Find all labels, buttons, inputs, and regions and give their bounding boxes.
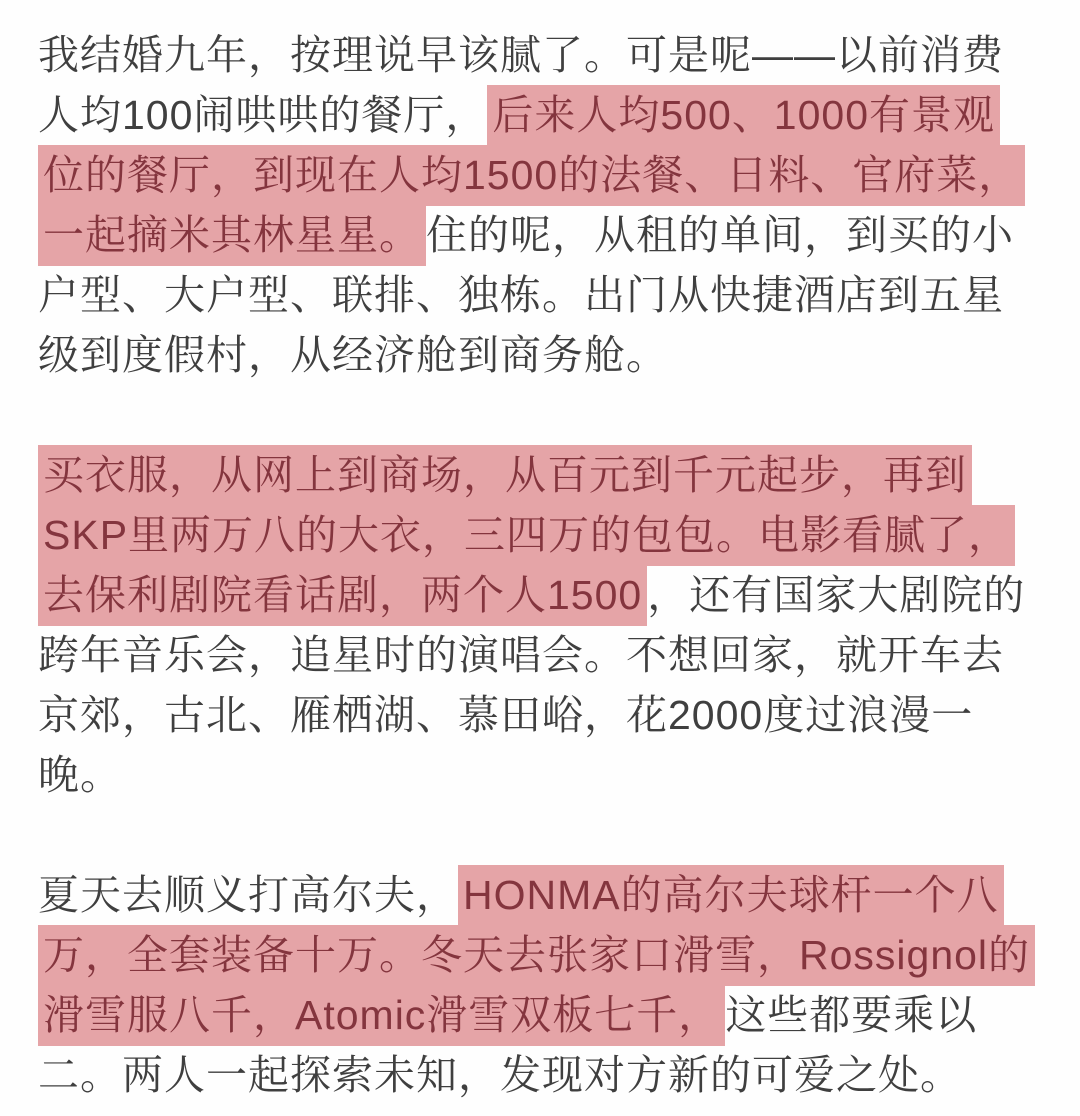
text-segment: 级到度假村，从经济舱到商务舱。 (38, 332, 668, 378)
text-segment: 我结婚九年，按理说早该腻了。可是呢——以前消费 (38, 32, 1004, 78)
text-line (38, 865, 1042, 925)
highlighted-text-segment: 后来人均500、1000有景观 (487, 85, 1000, 146)
text-segment: 跨年音乐会，追星时的演唱会。不想回家，就开车去 (38, 632, 1004, 678)
text-line (38, 145, 1042, 205)
text-segment: ，还有国家大剧院的 (647, 572, 1026, 618)
highlighted-text-segment: HONMA的高尔夫球杆一个八 (458, 865, 1004, 926)
highlighted-text-segment: 买衣服，从网上到商场，从百元到千元起步，再到 (38, 445, 972, 506)
text-segment: 户型、大户型、联排、独栋。出门从快捷酒店到五星 (38, 272, 1004, 318)
text-line (38, 565, 1042, 625)
paragraph (38, 865, 1042, 1105)
text-line (38, 265, 1042, 325)
text-line (38, 325, 1042, 385)
text-segment: 这些都要乘以 (725, 992, 978, 1038)
highlighted-text-segment: 一起摘米其林星星。 (38, 205, 426, 266)
text-line (38, 625, 1042, 685)
highlighted-text-segment: 位的餐厅，到现在人均1500的法餐、日料、官府菜， (38, 145, 1025, 206)
text-segment: 京郊，古北、雁栖湖、慕田峪，花2000度过浪漫一 (38, 692, 974, 738)
highlighted-text-segment: SKP里两万八的大衣，三四万的包包。电影看腻了， (38, 505, 1015, 566)
paragraph (38, 25, 1042, 385)
paragraph (38, 445, 1042, 805)
highlighted-text-segment: 去保利剧院看话剧，两个人1500 (38, 565, 647, 626)
text-segment: 二。两人一起探索未知，发现对方新的可爱之处。 (38, 1052, 962, 1098)
text-line (38, 25, 1042, 85)
highlighted-text-segment: 滑雪服八千，Atomic滑雪双板七千， (38, 985, 725, 1046)
text-line (38, 985, 1042, 1045)
text-segment: 人均100闹哄哄的餐厅， (38, 92, 488, 138)
text-line (38, 1045, 1042, 1105)
text-line (38, 505, 1042, 565)
text-line (38, 205, 1042, 265)
highlighted-text-segment: 万，全套装备十万。冬天去张家口滑雪，Rossignol的 (38, 925, 1035, 986)
text-segment: 住的呢，从租的单间，到买的小 (426, 212, 1014, 258)
text-line (38, 745, 1042, 805)
text-line (38, 685, 1042, 745)
text-segment: 夏天去顺义打高尔夫， (38, 872, 458, 918)
text-line (38, 85, 1042, 145)
text-line (38, 925, 1042, 985)
text-line (38, 445, 1042, 505)
text-segment: 晚。 (38, 752, 122, 798)
